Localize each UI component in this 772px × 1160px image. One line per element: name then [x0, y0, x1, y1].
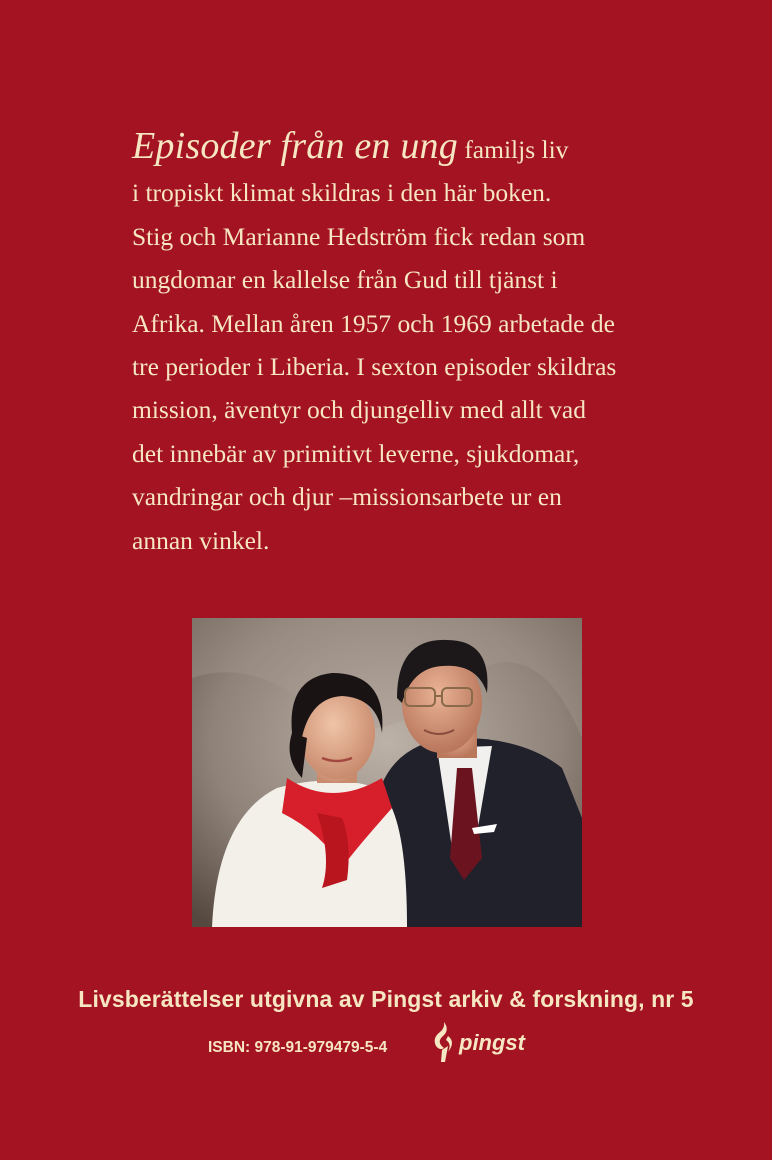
series-title: Livsberättelser utgivna av Pingst arkiv & forskning, nr 5	[78, 986, 694, 1012]
blurb-line: tre perioder i Liberia. I sexton episoder skildras	[132, 352, 617, 382]
blurb-line: mission, äventyr och djungelliv med allt vad	[132, 395, 586, 425]
blurb-line: Stig och Marianne Hedström fick redan som	[132, 221, 586, 251]
author-portrait-photo	[192, 618, 582, 927]
logo-wordmark: pingst	[459, 1030, 525, 1055]
blurb-line: annan vinkel.	[132, 525, 270, 555]
blurb-line: Afrika. Mellan åren 1957 och 1969 arbetade de	[132, 308, 615, 338]
portrait-photo-icon	[192, 618, 582, 927]
blurb-line-first	[132, 125, 692, 171]
blurb-line: familjs liv	[464, 135, 569, 164]
pingst-logo	[430, 1020, 540, 1062]
blurb-line: vandringar och djur –missionsarbete ur en	[132, 482, 562, 512]
flame-logo-icon	[430, 1020, 458, 1062]
blurb-lead: Episoder från en ung	[132, 125, 458, 167]
blurb-line: ungdomar en kallelse från Gud till tjänst i	[132, 265, 558, 295]
back-cover-blurb	[132, 125, 692, 562]
blurb-line: det innebär av primitivt leverne, sjukdomar,	[132, 438, 580, 468]
blurb-line: i tropiskt klimat skildras i den här boken.	[132, 178, 552, 208]
isbn-label: ISBN: 978-91-979479-5-4	[208, 1039, 388, 1056]
